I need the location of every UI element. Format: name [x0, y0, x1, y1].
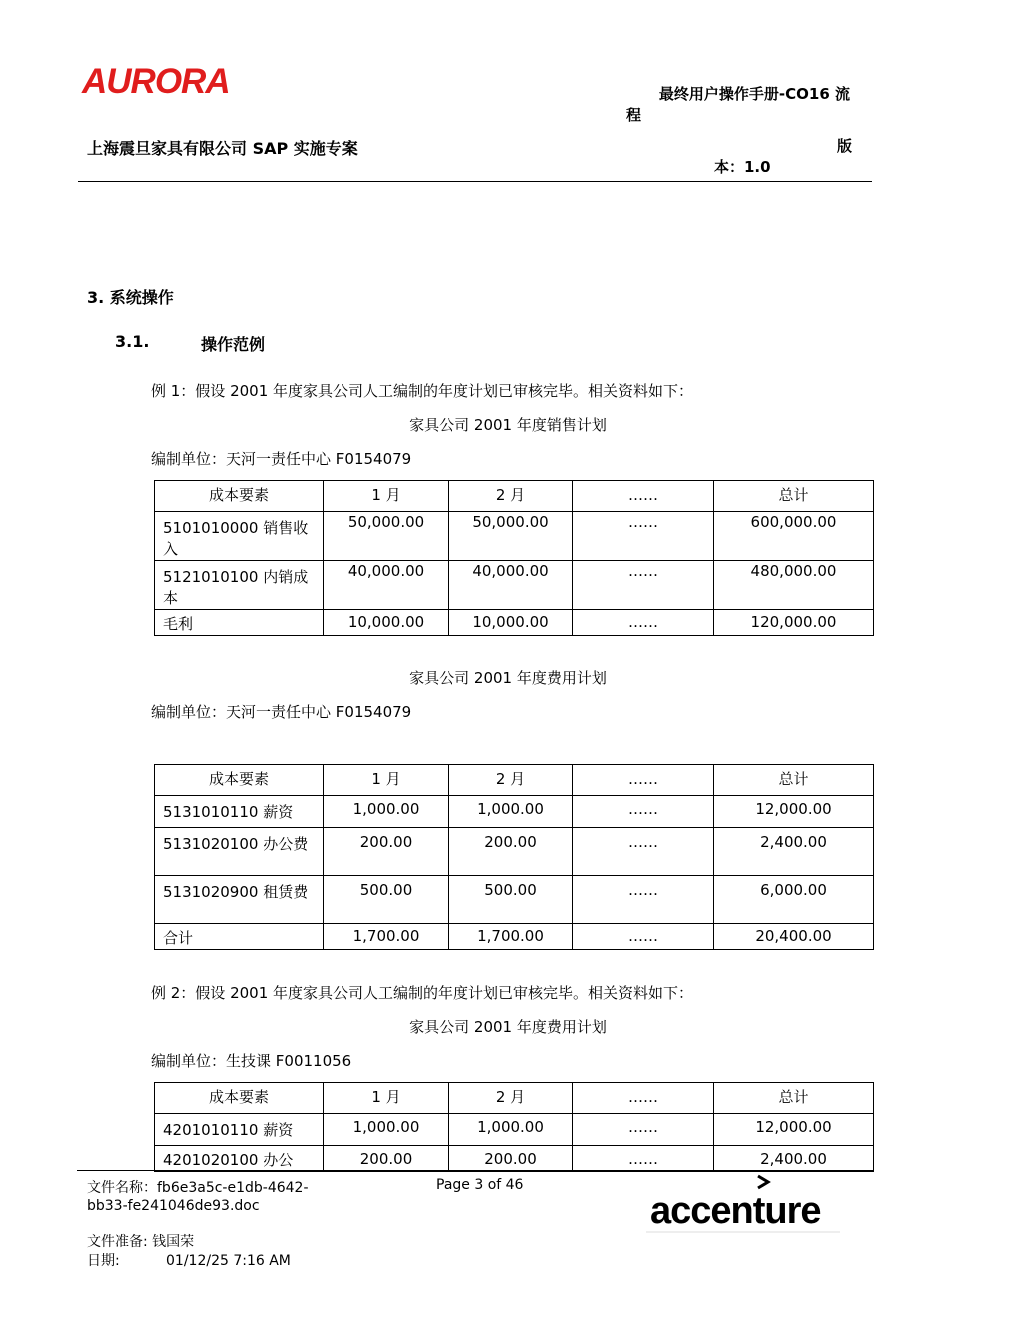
value-cell: 500.00 — [324, 876, 449, 924]
footer-prepared-by: 文件准备: 钱国荣 — [87, 1234, 195, 1250]
value-cell: 1,700.00 — [324, 924, 449, 950]
header-cell: …… — [573, 765, 714, 796]
value-cell: 200.00 — [449, 1146, 573, 1172]
value-cell: 40,000.00 — [324, 561, 449, 610]
value-cell: 200.00 — [324, 828, 449, 876]
table-row — [155, 1114, 874, 1146]
value-cell: …… — [573, 828, 714, 876]
document-title — [0, 84, 850, 126]
sales-plan-table — [154, 480, 874, 636]
header-cell: 总计 — [714, 765, 874, 796]
value-cell: …… — [573, 796, 714, 828]
footer-date-value: 01/12/25 7:16 AM — [166, 1253, 291, 1269]
value-cell: 12,000.00 — [714, 1114, 874, 1146]
table-header-row — [155, 1083, 874, 1114]
table-row — [155, 796, 874, 828]
header-cell: 1 月 — [324, 765, 449, 796]
page-number: Page 3 of 46 — [436, 1177, 524, 1193]
value-cell: …… — [573, 610, 714, 636]
value-cell: 200.00 — [449, 828, 573, 876]
version-line1: 版 — [836, 137, 852, 155]
table-row — [155, 924, 874, 950]
value-cell: …… — [573, 561, 714, 610]
value-cell: 2,400.00 — [714, 1146, 874, 1172]
header-cell: 2 月 — [449, 1083, 573, 1114]
value-cell: 12,000.00 — [714, 796, 874, 828]
expense-plan-title: 家具公司 2001 年度费用计划 — [409, 669, 607, 687]
value-cell: …… — [573, 924, 714, 950]
accenture-chevron-icon — [758, 1176, 768, 1188]
header-cell: 成本要素 — [155, 765, 324, 796]
table-row — [155, 561, 874, 610]
example2-expense-unit: 编制单位：生技课 F0011056 — [151, 1052, 352, 1070]
cost-element-cell: 合计 — [155, 924, 324, 950]
header-divider — [78, 181, 872, 182]
example2-intro: 例 2：假设 2001 年度家具公司人工编制的年度计划已审核完毕。相关资料如下： — [151, 984, 694, 1002]
sales-plan-title: 家具公司 2001 年度销售计划 — [409, 416, 607, 434]
example2-expense-table — [154, 1082, 874, 1172]
company-name: 上海震旦家具有限公司 SAP 实施专案 — [87, 139, 358, 158]
value-cell: 1,000.00 — [449, 796, 573, 828]
value-cell: 600,000.00 — [714, 512, 874, 561]
value-cell: 50,000.00 — [324, 512, 449, 561]
header-cell: 总计 — [714, 1083, 874, 1114]
header-cell: …… — [573, 481, 714, 512]
cost-element-cell: 5131020900 租赁费 — [155, 876, 324, 924]
table-row — [155, 828, 874, 876]
value-cell: 50,000.00 — [449, 512, 573, 561]
footer-filename — [87, 1179, 309, 1215]
header-cell: …… — [573, 1083, 714, 1114]
value-cell: 1,000.00 — [324, 1114, 449, 1146]
value-cell: 1,000.00 — [449, 1114, 573, 1146]
table-row — [155, 876, 874, 924]
value-cell: 10,000.00 — [449, 610, 573, 636]
value-cell: 1,000.00 — [324, 796, 449, 828]
value-cell: …… — [573, 1146, 714, 1172]
value-cell: 200.00 — [324, 1146, 449, 1172]
footer-date-label: 日期: — [87, 1253, 120, 1269]
value-cell: …… — [573, 1114, 714, 1146]
value-cell: 20,400.00 — [714, 924, 874, 950]
value-cell: 10,000.00 — [324, 610, 449, 636]
subsection-number: 3.1. — [115, 332, 150, 351]
section-heading: 3. 系统操作 — [87, 288, 174, 307]
value-cell: …… — [573, 512, 714, 561]
header-cell: 1 月 — [324, 1083, 449, 1114]
document-title-line2: 程 — [626, 106, 642, 124]
document-title-line1: 最终用户操作手册-CO16 流 — [658, 85, 850, 103]
cost-element-cell: 毛利 — [155, 610, 324, 636]
cost-element-cell: 5121010100 内销成本 — [155, 561, 324, 610]
footer-filename-line2: bb33-fe241046de93.doc — [87, 1198, 260, 1214]
accenture-logo-text: accenture — [650, 1190, 821, 1232]
value-cell: 2,400.00 — [714, 828, 874, 876]
table-row — [155, 512, 874, 561]
header-cell: 1 月 — [324, 481, 449, 512]
subsection-title: 操作范例 — [201, 335, 266, 354]
value-cell: 40,000.00 — [449, 561, 573, 610]
header-cell: 2 月 — [449, 765, 573, 796]
example2-expense-title: 家具公司 2001 年度费用计划 — [409, 1018, 607, 1036]
table-row — [155, 610, 874, 636]
value-cell: 120,000.00 — [714, 610, 874, 636]
cost-element-cell: 4201010110 薪资 — [155, 1114, 324, 1146]
header-cell: 2 月 — [449, 481, 573, 512]
footer-filename-line1: 文件名称：fb6e3a5c-e1db-4642- — [87, 1180, 309, 1196]
sales-plan-unit: 编制单位：天河一责任中心 F0154079 — [151, 450, 412, 468]
aurora-logo-text: AURORA — [82, 62, 230, 101]
table-header-row — [155, 481, 874, 512]
header-cell: 总计 — [714, 481, 874, 512]
accenture-logo — [646, 1170, 840, 1234]
cost-element-cell: 5101010000 销售收入 — [155, 512, 324, 561]
version-label — [0, 136, 852, 178]
cost-element-cell: 4201020100 办公 — [155, 1146, 324, 1172]
value-cell: …… — [573, 876, 714, 924]
table-header-row — [155, 765, 874, 796]
value-cell: 1,700.00 — [449, 924, 573, 950]
version-line2: 本：1.0 — [714, 158, 771, 176]
value-cell: 6,000.00 — [714, 876, 874, 924]
example1-intro: 例 1：假设 2001 年度家具公司人工编制的年度计划已审核完毕。相关资料如下： — [151, 382, 694, 400]
value-cell: 500.00 — [449, 876, 573, 924]
expense-plan-table — [154, 764, 874, 950]
cost-element-cell: 5131010110 薪资 — [155, 796, 324, 828]
cost-element-cell: 5131020100 办公费 — [155, 828, 324, 876]
expense-plan-unit: 编制单位：天河一责任中心 F0154079 — [151, 703, 412, 721]
header-cell: 成本要素 — [155, 1083, 324, 1114]
table-row — [155, 1146, 874, 1172]
header-cell: 成本要素 — [155, 481, 324, 512]
value-cell: 480,000.00 — [714, 561, 874, 610]
